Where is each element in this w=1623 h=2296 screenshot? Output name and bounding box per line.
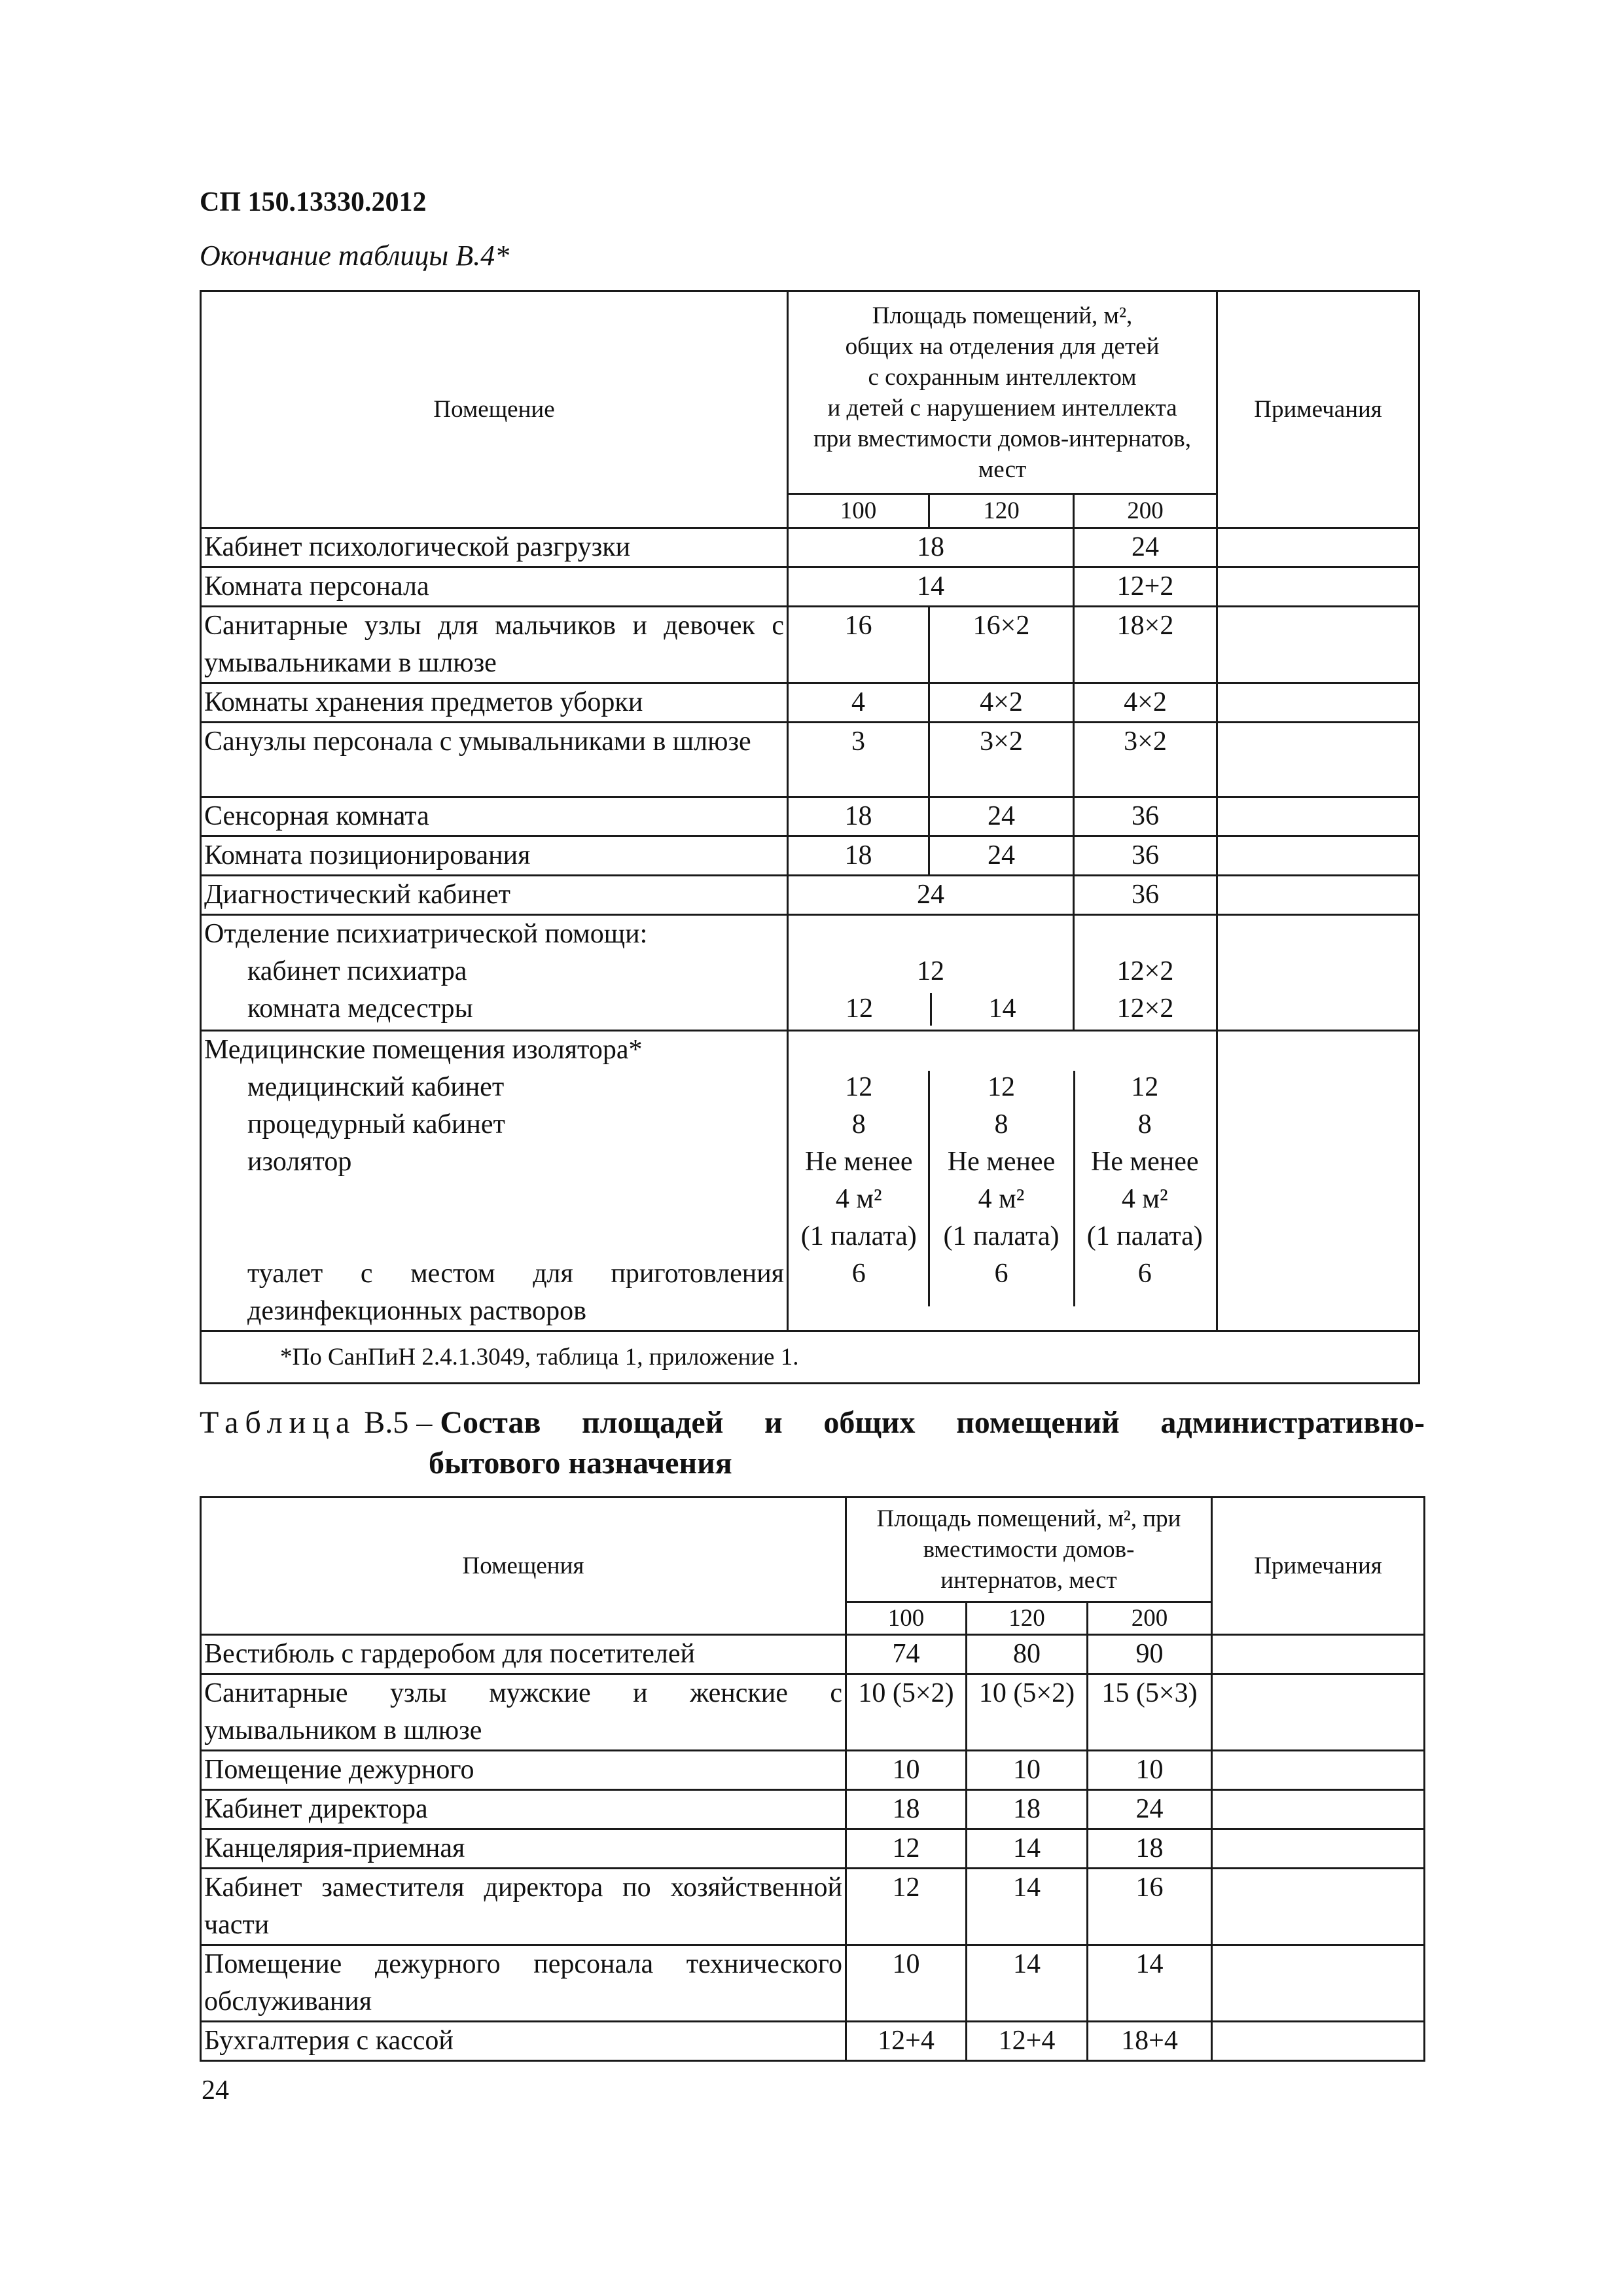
table-b5-title: Таблица В.5 – Состав площадей и общих помещений административно- бытового назначения [200, 1405, 1425, 1480]
room-name: медицинский кабинет [247, 1072, 505, 1102]
capacity-120: 120 [929, 494, 1074, 528]
area-value: Не менее [1091, 1147, 1199, 1177]
room-name: комната медсестры [247, 994, 473, 1024]
notes-cell [1212, 1790, 1425, 1829]
area-value: 10 [846, 1751, 967, 1790]
area-value: 4 м² [835, 1184, 882, 1214]
area-value: Не менее [805, 1147, 913, 1177]
area-value: 4 [788, 683, 929, 723]
area-value: 12+2 [1074, 567, 1217, 607]
area-value: 36 [1074, 797, 1217, 836]
room-name: Вестибюль с гардеробом для посетителей [201, 1635, 846, 1674]
area-value: 14 [967, 1869, 1088, 1945]
area-values-200 [1074, 1031, 1217, 1331]
notes-cell [1217, 797, 1419, 836]
area-value: 74 [846, 1635, 967, 1674]
area-values-100 [788, 1031, 929, 1331]
area-value: (1 палата) [800, 1221, 917, 1251]
table-row [201, 1674, 1425, 1751]
room-name: процедурный кабинет [247, 1109, 505, 1139]
notes-cell [1217, 915, 1419, 1031]
table-row [201, 1945, 1425, 2022]
area-value: (1 палата) [943, 1221, 1060, 1251]
room-name: Комната персонала [201, 567, 788, 607]
document-code: СП 150.13330.2012 [200, 187, 427, 217]
header-area: Площадь помещений, м², при вместимости домов- интернатов, мест [846, 1498, 1212, 1602]
table-continuation-caption: Окончание таблицы В.4* [200, 240, 510, 272]
area-value: 10 [967, 1751, 1088, 1790]
room-name: Сенсорная комната [201, 797, 788, 836]
capacity-100: 100 [846, 1602, 967, 1635]
capacity-100: 100 [788, 494, 929, 528]
table-row [201, 836, 1419, 876]
area-value: 12 [846, 994, 873, 1024]
area-value: 6 [851, 1259, 866, 1289]
area-value: 16 [788, 607, 929, 683]
page-number: 24 [202, 2075, 229, 2106]
area-value: 90 [1088, 1635, 1212, 1674]
table-row [201, 2022, 1425, 2061]
header-notes: Примечания [1217, 291, 1419, 528]
area-value: 3 [788, 723, 929, 797]
notes-cell [1217, 836, 1419, 876]
room-name: Санитарные узлы мужские и женские с умывальником в шлюзе [201, 1674, 846, 1751]
area-value: 12+4 [967, 2022, 1088, 2061]
table-row [201, 567, 1419, 607]
notes-cell [1212, 2022, 1425, 2061]
area-value: 15 (5×3) [1088, 1674, 1212, 1751]
area-value: 4×2 [929, 683, 1074, 723]
table-row-psychiatric [201, 915, 1419, 1031]
notes-cell [1217, 607, 1419, 683]
table-row [201, 1751, 1425, 1790]
area-value: 14 [988, 994, 1016, 1024]
area-value: 4×2 [1074, 683, 1217, 723]
table-row-isolator [201, 1031, 1419, 1331]
room-name: туалет с местом для приготовления дезинфекционных растворов [247, 1259, 784, 1326]
area-value: 14 [1088, 1945, 1212, 2022]
room-name: Санитарные узлы для мальчиков и девочек с умывальниками в шлюзе [201, 607, 788, 683]
area-value: 24 [929, 797, 1074, 836]
notes-cell [1217, 567, 1419, 607]
area-value: 10 (5×2) [846, 1674, 967, 1751]
capacity-200: 200 [1074, 494, 1217, 528]
room-name: Канцелярия-приемная [201, 1829, 846, 1869]
area-value: 3×2 [1074, 723, 1217, 797]
table-row [201, 876, 1419, 915]
area-value: 14 [788, 567, 1074, 607]
room-name: Санузлы персонала с умывальниками в шлюзе [201, 723, 788, 797]
notes-cell [1212, 1945, 1425, 2022]
area-value: 14 [967, 1945, 1088, 2022]
area-value: 24 [1088, 1790, 1212, 1829]
group-title: Отделение психиатрической помощи: [204, 919, 648, 949]
room-name: изолятор [247, 1147, 352, 1177]
table-row [201, 797, 1419, 836]
notes-cell [1217, 528, 1419, 567]
table-b4-end [200, 290, 1420, 1384]
area-values-200 [1074, 915, 1217, 1031]
area-value: Не менее [947, 1147, 1056, 1177]
table-row [201, 723, 1419, 797]
table-row [201, 528, 1419, 567]
area-value: 80 [967, 1635, 1088, 1674]
room-group [201, 915, 788, 1031]
area-value: 12×2 [1116, 956, 1174, 986]
area-value: 12 [845, 1072, 873, 1102]
header-notes: Примечания [1212, 1498, 1425, 1635]
room-name: Комната позиционирования [201, 836, 788, 876]
notes-cell [1212, 1751, 1425, 1790]
cell-divider [928, 1071, 930, 1306]
area-value: (1 палата) [1086, 1221, 1203, 1251]
area-value: 12 [846, 1829, 967, 1869]
header-room: Помещения [201, 1498, 846, 1635]
area-value: 18 [788, 836, 929, 876]
notes-cell [1217, 723, 1419, 797]
notes-cell [1217, 876, 1419, 915]
room-name: Помещение дежурного персонала технического обслуживания [201, 1945, 846, 2022]
group-title: Медицинские помещения изолятора* [204, 1035, 643, 1065]
area-value: 12 [988, 1072, 1015, 1102]
area-value: 36 [1074, 876, 1217, 915]
room-name: кабинет психиатра [247, 956, 467, 986]
room-name: Кабинет заместителя директора по хозяйственной части [201, 1869, 846, 1945]
room-name: Комнаты хранения предметов уборки [201, 683, 788, 723]
area-value: 18×2 [1074, 607, 1217, 683]
table-row [201, 1635, 1425, 1674]
area-value: 18 [967, 1790, 1088, 1829]
room-name: Кабинет психологической разгрузки [201, 528, 788, 567]
room-name: Помещение дежурного [201, 1751, 846, 1790]
area-value: 12 [846, 1869, 967, 1945]
area-value: 6 [1137, 1259, 1152, 1289]
area-value: 18+4 [1088, 2022, 1212, 2061]
area-value: 8 [851, 1109, 866, 1139]
table-row [201, 607, 1419, 683]
table-row [201, 683, 1419, 723]
notes-cell [1217, 1031, 1419, 1331]
header-room: Помещение [201, 291, 788, 528]
area-value: 16 [1088, 1869, 1212, 1945]
area-value: 10 [1088, 1751, 1212, 1790]
area-value: 8 [1137, 1109, 1152, 1139]
area-value: 4 м² [978, 1184, 1025, 1214]
area-value: 12 [1131, 1072, 1159, 1102]
area-value: 14 [967, 1829, 1088, 1869]
area-value: 18 [788, 528, 1074, 567]
table-row [201, 1869, 1425, 1945]
area-value: 12×2 [1116, 994, 1174, 1024]
area-value: 18 [788, 797, 929, 836]
area-values-120 [929, 1031, 1074, 1331]
area-value: 10 (5×2) [967, 1674, 1088, 1751]
area-value: 24 [788, 876, 1074, 915]
area-value: 18 [1088, 1829, 1212, 1869]
area-value: 12 [917, 956, 944, 986]
capacity-200: 200 [1088, 1602, 1212, 1635]
cell-divider [1073, 1071, 1075, 1306]
room-name: Диагностический кабинет [201, 876, 788, 915]
notes-cell [1212, 1635, 1425, 1674]
room-group [201, 1031, 788, 1331]
area-values-100-120 [788, 915, 1074, 1031]
area-value: 24 [1074, 528, 1217, 567]
header-area: Площадь помещений, м², общих на отделения для детей с сохранным интеллектом и детей с нарушением интеллекта при вместимости домов-интернатов, мест [788, 291, 1217, 494]
area-value: 6 [994, 1259, 1008, 1289]
notes-cell [1217, 683, 1419, 723]
area-value: 3×2 [929, 723, 1074, 797]
area-value: 8 [994, 1109, 1008, 1139]
table-row [201, 1790, 1425, 1829]
notes-cell [1212, 1674, 1425, 1751]
notes-cell [1212, 1829, 1425, 1869]
area-value: 10 [846, 1945, 967, 2022]
area-value: 16×2 [929, 607, 1074, 683]
area-value: 12+4 [846, 2022, 967, 2061]
table-row [201, 1829, 1425, 1869]
capacity-120: 120 [967, 1602, 1088, 1635]
room-name: Кабинет директора [201, 1790, 846, 1829]
area-value: 24 [929, 836, 1074, 876]
area-value: 36 [1074, 836, 1217, 876]
area-value: 18 [846, 1790, 967, 1829]
table-b5 [200, 1496, 1425, 2062]
area-value: 4 м² [1121, 1184, 1168, 1214]
room-name: Бухгалтерия с кассой [201, 2022, 846, 2061]
notes-cell [1212, 1869, 1425, 1945]
table-footnote: *По СанПиН 2.4.1.3049, таблица 1, приложение 1. [201, 1331, 1419, 1384]
